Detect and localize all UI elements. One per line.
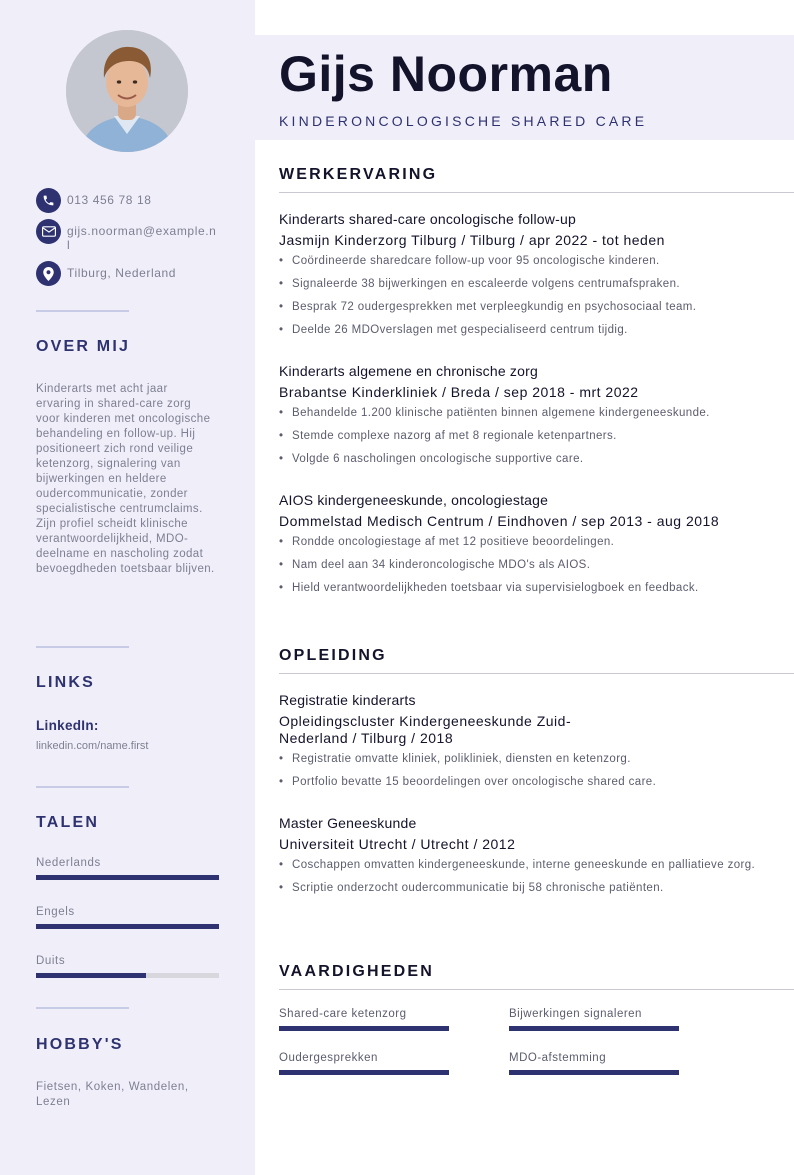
language-level-bar [36, 973, 219, 978]
education-bullets [279, 753, 779, 789]
language-item [36, 955, 219, 978]
phone-icon [36, 188, 61, 213]
avatar [66, 30, 188, 152]
skill-level-fill [279, 1026, 449, 1031]
bullet-item: • Stemde complexe nazorg af met 8 regionale ketenpartners. [279, 430, 779, 443]
education-bullets [279, 859, 779, 895]
experience-heading: WERKERVARING [279, 166, 438, 183]
bullet-item: • Hield verantwoordelijkheden toetsbaar via supervisielogboek en feedback. [279, 582, 779, 595]
skill-name: Bijwerkingen signaleren [509, 1008, 642, 1020]
skill-item [279, 1052, 449, 1075]
job-bullets [279, 255, 779, 337]
language-name: Engels [36, 906, 75, 918]
about-text: Kinderarts met acht jaar ervaring in shared-care zorg voor kinderen met oncologische behandeling en follow-up. Hij positioneert zich rond veilige ketenzorg, signalering van bijwerkingen en heldere oudercommunicatie, zonder specialistische centrumclaims. Zijn profiel scheidt klinische verantwoordelijkheid, MDO-deelname en nascholing zodat bevoegdheden toetsbaar blijven. [36, 383, 215, 575]
language-level-fill [36, 973, 146, 978]
skills-heading: VAARDIGHEDEN [279, 963, 435, 980]
contact-email [36, 219, 221, 252]
job-organisation: Brabantse Kinderkliniek / Breda / sep 2018 - mrt 2022 [279, 384, 639, 400]
job-organisation: Dommelstad Medisch Centrum / Eindhoven / sep 2013 - aug 2018 [279, 513, 720, 529]
job-bullets [279, 407, 779, 466]
divider [36, 1007, 129, 1009]
job-entry [279, 210, 779, 347]
language-level-fill [36, 875, 219, 880]
contact-phone [36, 188, 221, 213]
language-name: Nederlands [36, 857, 101, 869]
education-entry [279, 814, 779, 905]
email-text[interactable]: gijs.noorman@example.nl [67, 224, 217, 252]
education-title: Registratie kinderarts [279, 692, 416, 708]
person-name: Gijs Noorman [279, 46, 613, 102]
language-name: Duits [36, 955, 66, 967]
education-entry [279, 691, 657, 799]
skill-item [509, 1052, 679, 1075]
bullet-item: • Volgde 6 nascholingen oncologische supportive care. [279, 453, 779, 466]
skill-level-bar [279, 1070, 449, 1075]
divider [36, 310, 129, 312]
skill-level-fill [509, 1026, 679, 1031]
bullet-item: • Besprak 72 oudergesprekken met verpleegkundig en psychosociaal team. [279, 301, 779, 314]
language-level-bar [36, 924, 219, 929]
skill-level-fill [279, 1070, 449, 1075]
section-divider [279, 989, 794, 990]
job-entry [279, 491, 779, 605]
profile-photo [66, 30, 188, 152]
bullet-item: • Deelde 26 MDOverslagen met gespecialiseerd centrum tijdig. [279, 324, 779, 337]
languages-heading: TALEN [36, 814, 100, 831]
bullet-item: • Rondde oncologiestage af met 12 positieve beoordelingen. [279, 536, 779, 549]
language-item [36, 857, 219, 880]
links-heading: LINKS [36, 674, 95, 691]
about-heading: OVER MIJ [36, 338, 131, 355]
job-bullets [279, 536, 779, 595]
skill-name: Shared-care ketenzorg [279, 1008, 407, 1020]
bullet-item: • Coördineerde sharedcare follow-up voor 95 oncologische kinderen. [279, 255, 779, 268]
education-institution: Opleidingscluster Kindergeneeskunde Zuid-Nederland / Tilburg / 2018 [279, 713, 572, 746]
bullet-item: • Registratie omvatte kliniek, polikliniek, diensten en ketenzorg. [279, 753, 779, 766]
section-divider [279, 192, 794, 193]
location-pin-icon [36, 261, 61, 286]
hobbies-heading: HOBBY'S [36, 1036, 124, 1053]
location-text: Tilburg, Nederland [67, 266, 177, 280]
hobbies-text: Fietsen, Koken, Wandelen, Lezen [36, 1081, 189, 1108]
language-item [36, 906, 219, 929]
skill-level-fill [509, 1070, 679, 1075]
skill-name: Oudergesprekken [279, 1052, 378, 1064]
job-entry [279, 362, 779, 476]
job-title: AIOS kindergeneeskunde, oncologiestage [279, 492, 549, 508]
phone-text[interactable]: 013 456 78 18 [67, 193, 152, 207]
job-title: Kinderarts shared-care oncologische follow-up [279, 211, 576, 227]
person-role: KINDERONCOLOGISCHE SHARED CARE [279, 113, 648, 129]
section-divider [279, 673, 794, 674]
education-heading: OPLEIDING [279, 647, 387, 664]
bullet-item: • Behandelde 1.200 klinische patiënten binnen algemene kindergeneeskunde. [279, 407, 779, 420]
language-level-fill [36, 924, 219, 929]
bullet-item: • Nam deel aan 34 kinderoncologische MDO's als AIOS. [279, 559, 779, 572]
linkedin-label: LinkedIn: [36, 718, 99, 733]
contact-location [36, 261, 221, 286]
bullet-item: • Signaleerde 38 bijwerkingen en escaleerde volgens centrumafspraken. [279, 278, 779, 291]
divider [36, 786, 129, 788]
skill-name: MDO-afstemming [509, 1052, 607, 1064]
skill-item [279, 1008, 449, 1031]
skill-item [509, 1008, 679, 1031]
skill-level-bar [509, 1026, 679, 1031]
skill-level-bar [279, 1026, 449, 1031]
education-institution: Universiteit Utrecht / Utrecht / 2012 [279, 836, 516, 852]
skill-level-bar [509, 1070, 679, 1075]
job-organisation: Jasmijn Kinderzorg Tilburg / Tilburg / apr 2022 - tot heden [279, 232, 665, 248]
bullet-item: • Scriptie onderzocht oudercommunicatie bij 58 chronische patiënten. [279, 882, 779, 895]
language-level-bar [36, 875, 219, 880]
education-title: Master Geneeskunde [279, 815, 417, 831]
sidebar [0, 0, 255, 1175]
job-title: Kinderarts algemene en chronische zorg [279, 363, 538, 379]
bullet-item: • Coschappen omvatten kindergeneeskunde, interne geneeskunde en palliatieve zorg. [279, 859, 779, 872]
bullet-item: • Portfolio bevatte 15 beoordelingen over oncologische shared care. [279, 776, 779, 789]
mail-icon [36, 219, 61, 244]
divider [36, 646, 129, 648]
linkedin-link[interactable]: linkedin.com/name.first [36, 740, 149, 752]
